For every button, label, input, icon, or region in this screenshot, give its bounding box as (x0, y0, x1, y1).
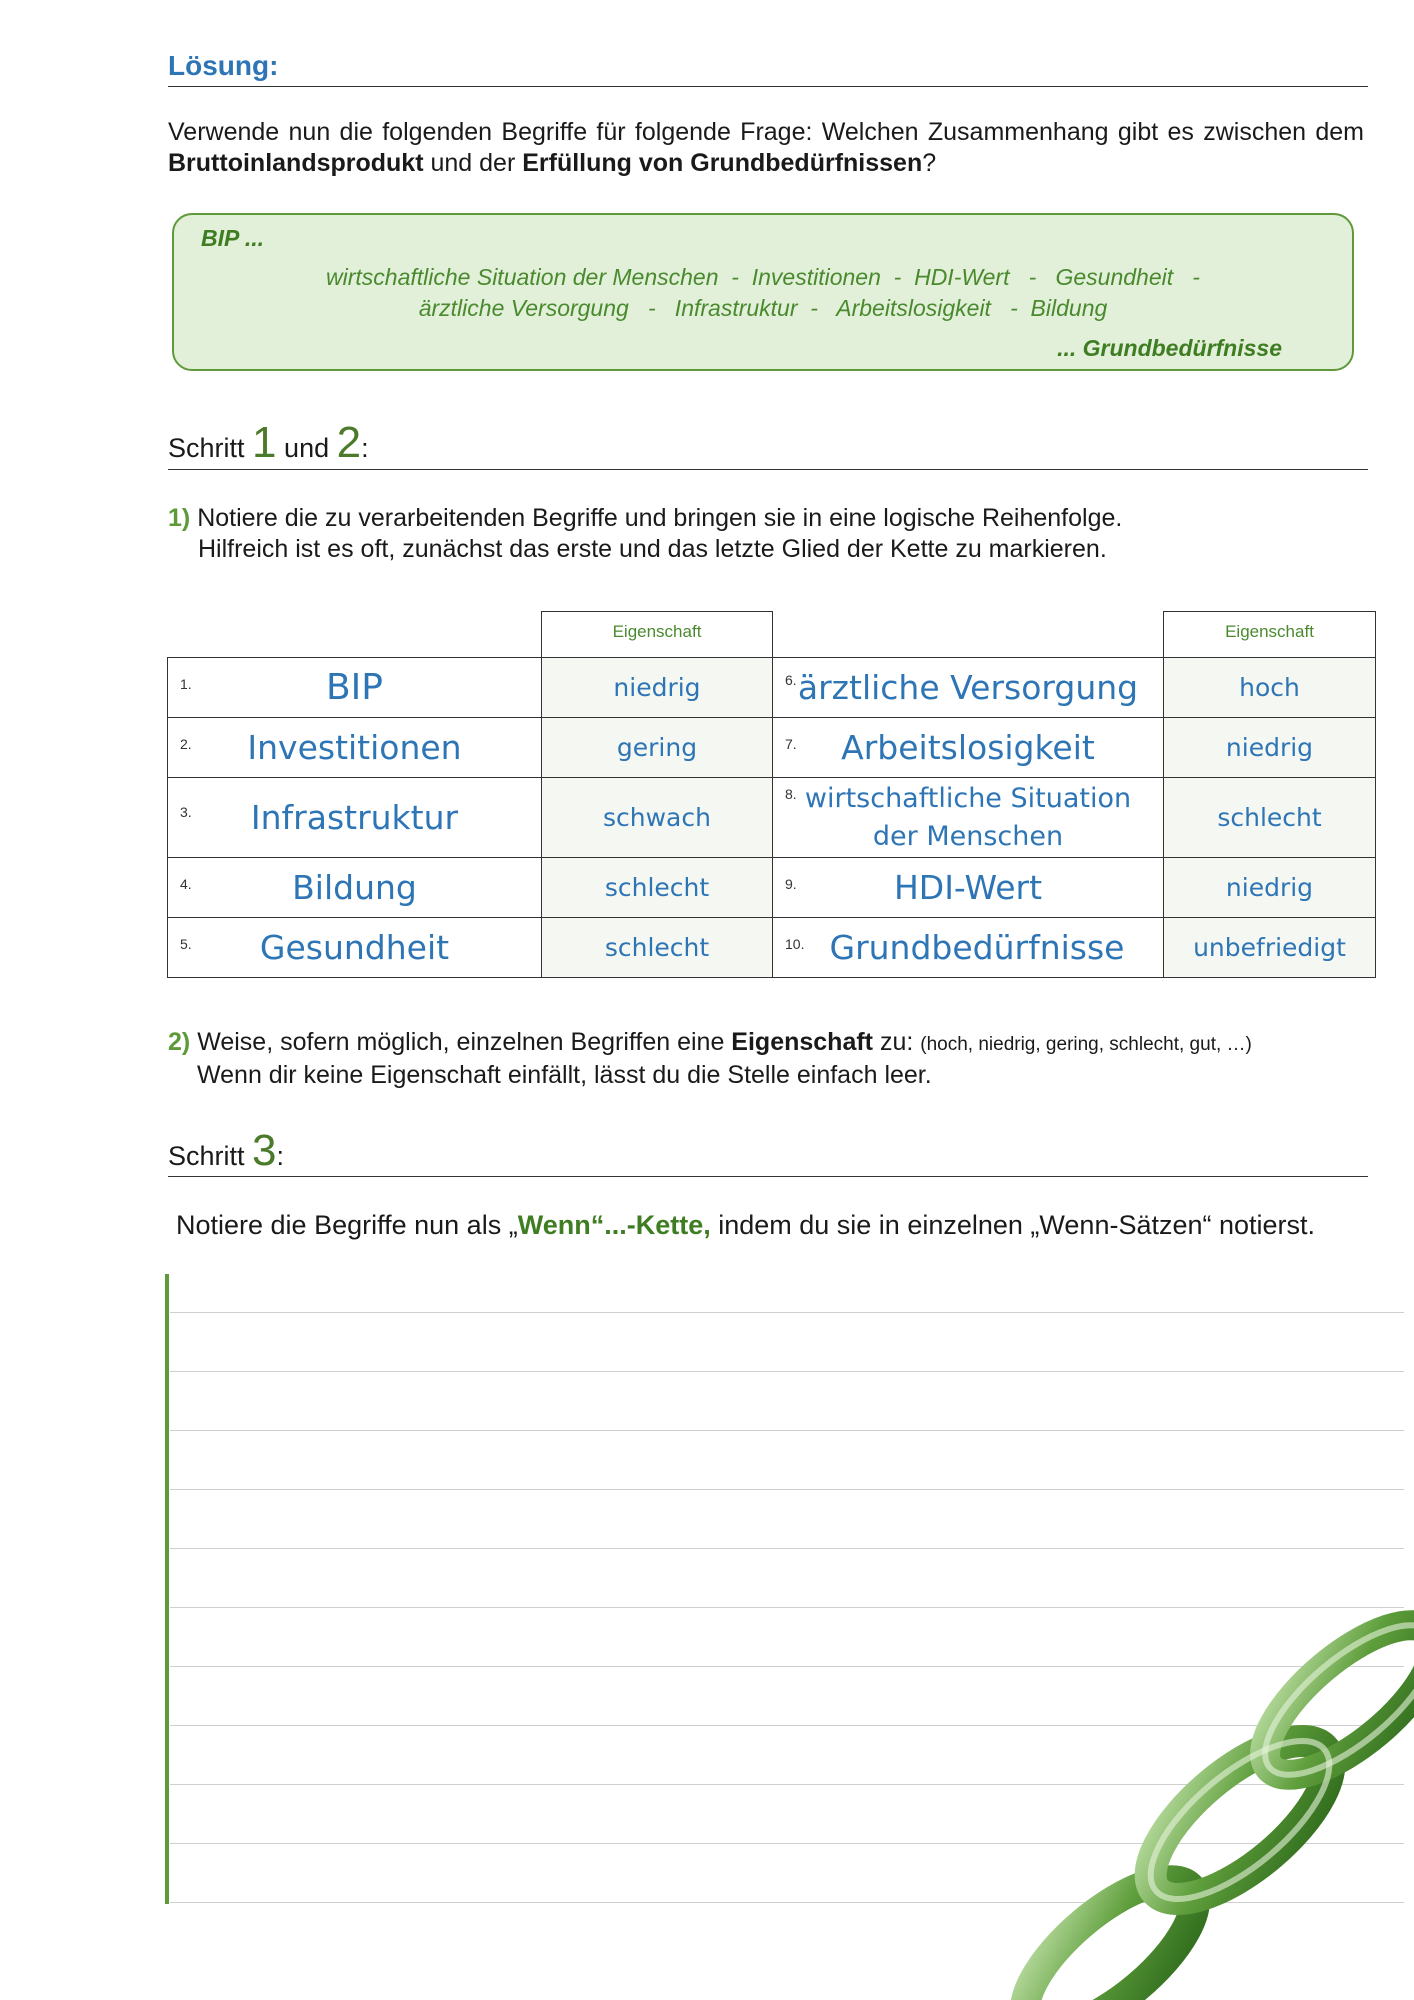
term-number: 3. (180, 804, 192, 820)
term-cell (773, 718, 1164, 778)
term-text-two-lines (773, 780, 1163, 856)
term-cell (773, 658, 1164, 718)
writing-line[interactable] (170, 1548, 1404, 1549)
intro-text-1: Verwende nun die folgenden Begriffe für folgende Frage: Welchen Zusammenhang gibt es zwischen dem (168, 118, 1364, 146)
writing-area-margin-bar (165, 1274, 169, 1904)
step-1-2-divider (168, 469, 1368, 470)
property-text: niedrig (1225, 733, 1314, 762)
task-3-text-1: Notiere die Begriffe nun als „ (176, 1210, 518, 1240)
intro-text-3: ? (922, 149, 937, 177)
term-text: Grundbedürfnisse (829, 928, 1125, 967)
term-cell (168, 718, 542, 778)
property-cell (542, 718, 773, 778)
writing-line[interactable] (170, 1489, 1404, 1490)
intro-paragraph (168, 117, 1364, 179)
task-2-line-2: Wenn dir keine Eigenschaft einfällt, lässt du die Stelle einfach leer. (197, 1061, 932, 1089)
term-text: Infrastruktur (250, 798, 459, 837)
step-3-heading (168, 1126, 284, 1176)
chain-icon (990, 1580, 1414, 2000)
task-2-text-1: Weise, sofern möglich, einzelnen Begriffen eine (197, 1028, 732, 1056)
task-2-text-2: zu: (873, 1028, 921, 1056)
property-text: gering (616, 733, 698, 762)
property-text: niedrig (613, 673, 701, 702)
term-number: 2. (180, 736, 192, 752)
box-end-term: ... Grundbedürfnisse (1057, 335, 1282, 361)
term-text: Investitionen (247, 728, 462, 767)
property-text: schlecht (1217, 803, 1322, 832)
intro-bold-bip: Bruttoinlandsprodukt (168, 149, 424, 177)
step-number-2: 2 (336, 418, 362, 467)
step-and: und (284, 433, 330, 463)
intro-bold-needs: Erfüllung von Grundbedürfnissen (522, 149, 923, 177)
terms-table (167, 657, 1376, 978)
term-text-line-2: der Menschen (872, 820, 1064, 852)
writing-line[interactable] (170, 1371, 1404, 1372)
task-2-bold: Eigenschaft (731, 1028, 873, 1056)
box-terms-line-2: ärztliche Versorgung - Infrastruktur - Arbeitslosigkeit - Bildung (418, 295, 1108, 321)
prop-header-right: Eigenschaft (1163, 611, 1376, 657)
term-cell (168, 778, 542, 858)
task-1-line-1: Notiere die zu verarbeitenden Begriffe und bringen sie in eine logische Reihenfolge. (197, 504, 1123, 532)
property-cell (542, 778, 773, 858)
step-label: Schritt (168, 1141, 245, 1171)
task-1-line-2: Hilfreich ist es oft, zunächst das erste und das letzte Glied der Kette zu markieren. (198, 535, 1107, 563)
step-number-1: 1 (252, 418, 277, 467)
step-3-divider (168, 1176, 1368, 1177)
table-row (168, 778, 1376, 858)
term-text: Arbeitslosigkeit (841, 728, 1095, 767)
table-row (168, 718, 1376, 778)
term-number: 10. (785, 936, 805, 952)
term-number: 1. (180, 676, 192, 692)
task-2 (168, 1027, 1252, 1091)
property-cell (542, 918, 773, 978)
term-cell (773, 858, 1164, 918)
term-box (172, 213, 1354, 371)
task-1 (168, 503, 1122, 565)
property-cell (1164, 718, 1376, 778)
property-cell (542, 658, 773, 718)
table-row (168, 658, 1376, 718)
property-text: hoch (1239, 673, 1300, 702)
property-cell (1164, 918, 1376, 978)
term-text: Gesundheit (259, 928, 450, 967)
term-cell (168, 658, 542, 718)
property-text: unbefriedigt (1193, 933, 1346, 962)
term-cell (773, 778, 1164, 858)
step-1-2-heading (168, 418, 369, 468)
term-text: Bildung (292, 868, 417, 907)
property-text: schlecht (604, 933, 710, 962)
task-3-bold: Wenn“...-Kette, (517, 1210, 711, 1240)
table-row (168, 858, 1376, 918)
property-cell (542, 858, 773, 918)
task-3-text-2: indem du sie in einzelnen „Wenn-Sätzen“ notierst. (710, 1210, 1316, 1240)
property-text: schlecht (604, 873, 710, 902)
property-cell (1164, 658, 1376, 718)
step-colon: : (276, 1141, 285, 1171)
term-text-line-1: wirtschaftliche Situation (804, 782, 1132, 814)
step-colon: : (361, 433, 369, 463)
step-number-3: 3 (252, 1126, 277, 1175)
task-2-number: 2) (168, 1028, 191, 1056)
task-1-number: 1) (168, 504, 191, 532)
term-number: 8. (785, 786, 797, 802)
box-terms-line-1: wirtschaftliche Situation der Menschen - Investitionen - HDI-Wert - Gesundheit - (326, 264, 1200, 290)
term-cell (168, 858, 542, 918)
term-text: HDI-Wert (893, 868, 1043, 907)
property-cell (1164, 778, 1376, 858)
property-text: niedrig (1225, 873, 1314, 902)
term-number: 9. (785, 876, 797, 892)
prop-header-left: Eigenschaft (541, 611, 773, 657)
term-number: 5. (180, 936, 192, 952)
writing-line[interactable] (170, 1312, 1404, 1313)
step-label: Schritt (168, 433, 245, 463)
term-text: ärztliche Versorgung (797, 668, 1139, 707)
task-2-examples: (hoch, niedrig, gering, schlecht, gut, …) (920, 1034, 1252, 1055)
property-cell (1164, 858, 1376, 918)
solution-heading: Lösung: (168, 50, 279, 81)
term-number: 6. (785, 672, 797, 688)
term-cell (168, 918, 542, 978)
term-cell (773, 918, 1164, 978)
intro-text-2: und der (423, 149, 523, 177)
term-number: 4. (180, 876, 192, 892)
task-3 (176, 1210, 1315, 1241)
table-row (168, 918, 1376, 978)
box-start-term: BIP ... (201, 225, 265, 251)
property-text: schwach (603, 803, 711, 832)
heading-divider (168, 86, 1368, 87)
term-text: BIP (325, 667, 384, 708)
term-number: 7. (785, 736, 797, 752)
writing-line[interactable] (170, 1430, 1404, 1431)
